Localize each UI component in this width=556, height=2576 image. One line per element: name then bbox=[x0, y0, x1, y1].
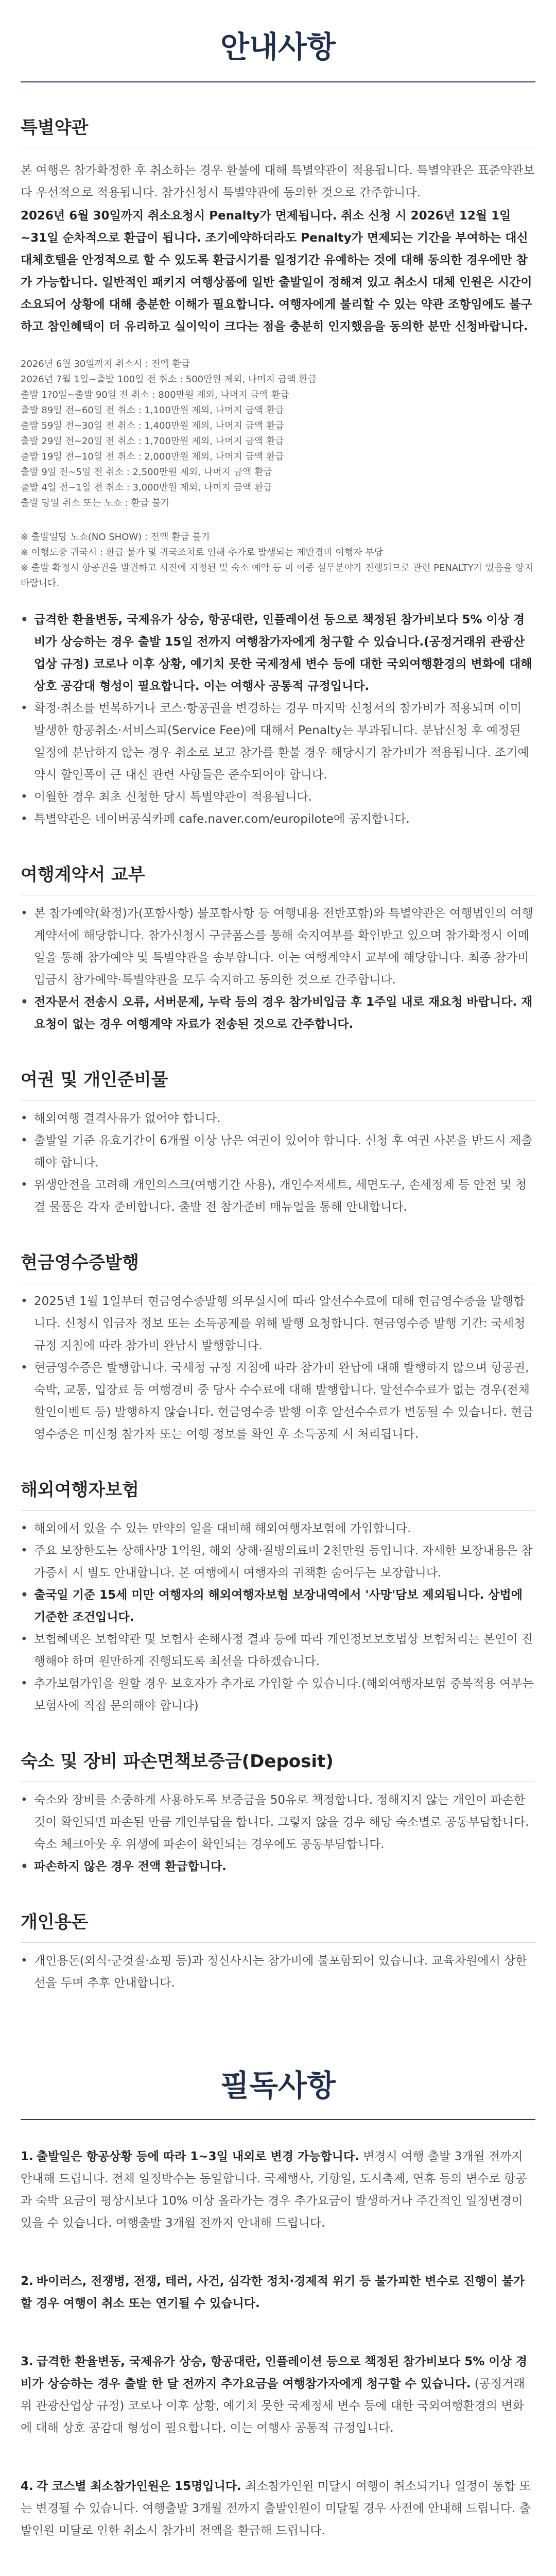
bullet-item: • 특별약관은 네이버공식카페 cafe.naver.com/europilote에 공지합니다. bbox=[21, 808, 535, 831]
item-number: 4. bbox=[21, 2480, 33, 2493]
bullet-item: • 현금영수증은 발행합니다. 국세청 규정 지침에 따라 참가비 완납에 대해 발행하지 않으며 항공권, 숙박, 교통, 입장료 등 여행경비 중 당사 수수료에 대해 발행합니다. 알선수수료가 없는 경우(전체 할인이벤트 등) 발행하지 않습니다. 현금영수증 발행 이후 알선수수료가 변동될 수 있습니다. 현금영수증은 미신청 참가자 또는 여행 정보를 확인 후 소득공제 시 처리됩니다. bbox=[21, 1357, 535, 1446]
bullet-item: • 급격한 환율변동, 국제유가 상승, 항공대란, 인플레이션 등으로 책정된 참가비보다 5% 이상 경비가 상승하는 경우 출발 15일 전까지 여행참가자에게 청구할 수 있습니다.(공정거래위 관광산업상 규정) 코로나 이후 상황, 예기치 못한 국제정세 변수 등에 대한 국외여행환경의 변화에 대해 상호 공감대 형성이 필요합니다. 이는 여행사 공통적 규정입니다. bbox=[21, 609, 535, 698]
bullet-item: • 전자문서 전송시 오류, 서버문제, 누락 등의 경우 참가비입금 후 1주일 내로 재요청 바랍니다. 재요청이 없는 경우 여행계약 자료가 전송된 것으로 간주합니다. bbox=[21, 991, 535, 1036]
contract-bullets bbox=[21, 903, 535, 1036]
item-text: 변경시 여행 출발 3개월 전까지 안내해 드립니다. 전체 일정박수는 동일합니다. 국제행사, 기항일, 도시축제, 연휴 등의 변수로 항공과 숙박 요금이 평상시보다 10% 이상 올라가는 경우 추가요금이 발생하거나 주간적인 일정변경이 있을 수 있습니다. 여행출발 3개월 전까지 안내해 드립니다. bbox=[21, 2150, 527, 2230]
bullet-item: • 해외에서 있을 수 있는 만약의 일을 대비해 해외여행자보험에 가입합니다. bbox=[21, 1518, 535, 1540]
must-read-list bbox=[21, 2141, 535, 2576]
must-read-item bbox=[21, 2265, 535, 2346]
fee-row: 출발 19일 전~10일 전 취소 : 2,000만원 제외, 나머지 금액 환급 bbox=[21, 451, 284, 462]
insurance-bullets bbox=[21, 1518, 535, 1717]
deposit-bullets bbox=[21, 1789, 535, 1878]
item-number: 1. bbox=[21, 2150, 33, 2163]
fee-row: 2026년 7월 1일~출발 100일 전 취소 : 500만원 제외, 나머지 금액 환급 bbox=[21, 374, 317, 385]
fee-row: 출발 1?0일~출발 90일 전 취소 : 800만원 제외, 나머지 금액 환급 bbox=[21, 389, 289, 400]
heading-insurance: 해외여행자보험 bbox=[21, 1461, 535, 1511]
must-read-title: 필독사항 bbox=[220, 2068, 336, 2103]
guide-title: 안내사항 bbox=[220, 29, 336, 64]
receipt-bullets bbox=[21, 1291, 535, 1446]
fee-row: 출발 59일 전~30일 전 취소 : 1,400만원 제외, 나머지 금액 환급 bbox=[21, 420, 284, 431]
must-read-item bbox=[21, 2141, 535, 2265]
heading-receipt: 현금영수증발행 bbox=[21, 1234, 535, 1283]
fee-row: 2026년 6월 30일까지 취소시 : 전액 환급 bbox=[21, 359, 190, 369]
bullet-item: • 위생안전을 고려해 개인의스크(여행기간 사용), 개인수저세트, 세면도구, 손세정제 등 안전 및 청결 물품은 각자 준비합니다. 출발 전 참가준비 매뉴얼을 통해 안내합니다. bbox=[21, 1174, 535, 1218]
fee-row: 출발 9일 전~5일 전 취소 : 2,500만원 제외, 나머지 금액 환급 bbox=[21, 467, 272, 478]
fee-row: 출발 당일 취소 또는 노쇼 : 환급 불가 bbox=[21, 498, 170, 509]
item-lead: 급격한 환율변동, 국제유가 상승, 항공대란, 인플레이션 등으로 책정된 참가비보다 5% 이상 경비가 상승하는 경우 출발 한 달 전까지 추가요금을 여행참가자에게 청구할 수 있습니다. bbox=[21, 2355, 527, 2391]
passport-bullets bbox=[21, 1108, 535, 1218]
cancel-fee-list bbox=[21, 345, 535, 522]
must-read-item bbox=[21, 2346, 535, 2470]
item-text: (공정거래위 관광산업상 규정) 코로나 이후 상황, 예기치 못한 국제정세 변수 등에 대한 국외여행환경의 변화에 대해 상호 공감대 형성이 필요합니다. 이는 여행사 공통적 규정입니다. bbox=[21, 2377, 525, 2435]
must-read-item bbox=[21, 2573, 535, 2576]
bullet-item: • 확정·취소를 번복하거나 코스·항공권을 변경하는 경우 마지막 신청서의 참가비가 적용되며 이미 발생한 항공취소·서비스피(Service Fee)에 대해서 Penalty는 부과됩니다. 분납신청 후 예정된 일정에 분납하지 않는 경우 취소로 보고 참가를 환불 경우 해당시기 참가비가 적용됩니다. 조기예약시 할인폭이 큰 대신 관련 사항들은 준수되어야 합니다. bbox=[21, 698, 535, 786]
fee-row: 출발 4일 전~1일 전 취소 : 3,000만원 제외, 나머지 금액 환급 bbox=[21, 482, 272, 493]
note: ※ 여행도중 귀국시 : 환급 불가 및 귀국조치로 인해 추가로 발생되는 제반경비 여행자 부담 bbox=[21, 547, 384, 558]
heading-special-terms: 특별약관 bbox=[21, 82, 535, 148]
item-lead: 각 코스별 최소참가인원은 15명입니다. bbox=[36, 2480, 241, 2493]
item-number: 3. bbox=[21, 2355, 33, 2368]
heading-pocket-money: 개인용돈 bbox=[21, 1893, 535, 1943]
heading-passport: 여권 및 개인준비물 bbox=[21, 1051, 535, 1100]
heading-contract: 여행계약서 교부 bbox=[21, 846, 535, 895]
bullet-item: • 주요 보장한도는 상해사망 1억원, 해외 상해·질병의료비 2천만원 등입니다. 자세한 보장내용은 참가증서 시 별도 안내합니다. 본 여행에서 여행자의 귀책환 숨어두는 보장합니다. bbox=[21, 1540, 535, 1584]
bullet-item: • 2025년 1월 1일부터 현금영수증발행 의무실시에 따라 알선수수료에 대해 현금영수증을 발행합니다. 신청시 입금자 정보 또는 소득공제를 위해 발행 요청합니다. 현금영수증 발행 기간: 국세청 규정 지침에 따라 참가비 완납시 발행합니다. bbox=[21, 1291, 535, 1357]
must-read-item bbox=[21, 2470, 535, 2573]
item-text: 최소참가인원 미달시 여행이 취소되거나 일정이 통합 또는 변경될 수 있습니다. 여행출발 3개월 전까지 출발인원이 미달될 경우 사전에 안내해 드립니다. 출발인원 미달로 인한 취소시 참가비 전액을 환급해 드립니다. bbox=[21, 2480, 531, 2537]
bullet-item: • 개인용돈(외식·군것질·쇼핑 등)과 정신사시는 참가비에 불포함되어 있습니다. 교육차원에서 상한선을 두며 추후 안내합니다. bbox=[21, 1950, 535, 1994]
bullet-item: • 본 참가예약(확정)가(포함사항) 불포함사항 등 여행내용 전반포함)와 특별약관은 여행법인의 여행계약서에 해당합니다. 참가신청시 구글폼스를 통해 숙지여부를 확인받고 있으며 참가확정시 이메일을 통해 참가예약 및 특별약관을 송부합니다. 이는 여행계약서 교부에 해당합니다. 최종 참가비입금시 참가예약·특별약관을 모두 숙지하고 동의한 것으로 간주합니다. bbox=[21, 903, 535, 991]
special-terms-body bbox=[21, 148, 535, 338]
title-divider bbox=[21, 2119, 535, 2120]
bullet-item: • 이월한 경우 최초 신청한 당시 특별약관이 적용됩니다. bbox=[21, 786, 535, 808]
pocket-money-bullets bbox=[21, 1950, 535, 1994]
heading-deposit: 숙소 및 장비 파손면책보증금(Deposit) bbox=[21, 1733, 535, 1782]
special-terms-para-bold: 2026년 6월 30일까지 취소요청시 Penalty가 면제됩니다. 취소 신청 시 2026년 12월 1일~31일 순차적으로 환급이 됩니다. 조기예약하더라도 Penalty가 면제되는 기간을 부여하는 대신 대체호텔을 안정적으로 할 수 있도록 환급시기를 일정기간 유예하는 것에 대해 동의한 경우에만 참가 가능합니다. 일반적인 패키지 여행상품에 일반 출발일이 정해져 있고 취소시 대체 인원은 시간이 소요되어 상황에 대해 충분한 이해가 필요합니다. 여행자에게 불리할 수 있는 약관 조항임에도 불구하고 참인혜택이 더 유리하고 실이익이 크다는 점을 충분히 인지했음을 동의한 분만 신청바랍니다. bbox=[21, 209, 532, 333]
must-read-section bbox=[0, 2061, 556, 2576]
bullet-item: • 해외여행 결격사유가 없어야 합니다. bbox=[21, 1108, 535, 1130]
bullet-item: • 숙소와 장비를 소중하게 사용하도록 보증금을 50유로 책정합니다. 정해지지 않는 개인이 파손한 것이 확인되면 파손된 만큼 개인부담을 합니다. 그렇지 않을 경우 해당 숙소별로 공동부담합니다. 숙소 체크아웃 후 위생에 파손이 확인되는 경우에도 공동부담합니다. bbox=[21, 1789, 535, 1856]
special-terms-bullets bbox=[21, 609, 535, 831]
bullet-item: • 보험혜택은 보험약관 및 보험사 손해사정 결과 등에 따라 개인정보보호법상 보험처리는 본인이 진행해야 하며 원만하게 진행되도록 최선을 다하겠습니다. bbox=[21, 1629, 535, 1673]
special-terms-para: 본 여행은 참가확정한 후 취소하는 경우 환불에 대해 특별약관이 적용됩니다. 특별약관은 표준약관보다 우선적으로 적용됩니다. 참가신청시 특별약관에 동의한 것으로 간주합니다. bbox=[21, 164, 535, 199]
item-lead: 출발일은 항공상황 등에 따라 1~3일 내외로 변경 가능합니다. bbox=[36, 2150, 359, 2163]
fee-row: 출발 89일 전~60일 전 취소 : 1,100만원 제외, 나머지 금액 환급 bbox=[21, 405, 284, 416]
item-number: 2. bbox=[21, 2275, 33, 2288]
bullet-item: • 추가보험가입을 원할 경우 보호자가 추가로 가입할 수 있습니다.(해외여행자보험 중복적용 여부는 보험사에 직접 문의해야 합니다) bbox=[21, 1673, 535, 1717]
bullet-item: • 출국일 기준 15세 미만 여행자의 해외여행자보험 보장내역에서 '사망'담보 제외됩니다. 상법에 기준한 조건입니다. bbox=[21, 1584, 535, 1629]
item-lead: 바이러스, 전쟁병, 전쟁, 테러, 사건, 심각한 정치·경제적 위기 등 불가피한 변수로 진행이 불가할 경우 여행이 취소 또는 연기될 수 있습니다. bbox=[21, 2275, 525, 2310]
bullet-item: • 출발일 기준 유효기간이 6개월 이상 남은 여권이 있어야 합니다. 신청 후 여권 사본을 반드시 제출해야 합니다. bbox=[21, 1130, 535, 1174]
note: ※ 출발일당 노쇼(NO SHOW) : 전액 환급 불가 bbox=[21, 532, 211, 543]
cancel-notes bbox=[21, 522, 535, 602]
fee-row: 출발 29일 전~20일 전 취소 : 1,700만원 제외, 나머지 금액 환급 bbox=[21, 436, 284, 447]
note: ※ 출발 확정시 항공권을 발권하고 시전에 지정된 및 숙소 예약 등 미 이중 실무분야가 진행되므로 관련 PENALTY가 있음을 양지바랍니다. bbox=[21, 563, 533, 589]
bullet-item: • 파손하지 않은 경우 전액 환급합니다. bbox=[21, 1856, 535, 1878]
